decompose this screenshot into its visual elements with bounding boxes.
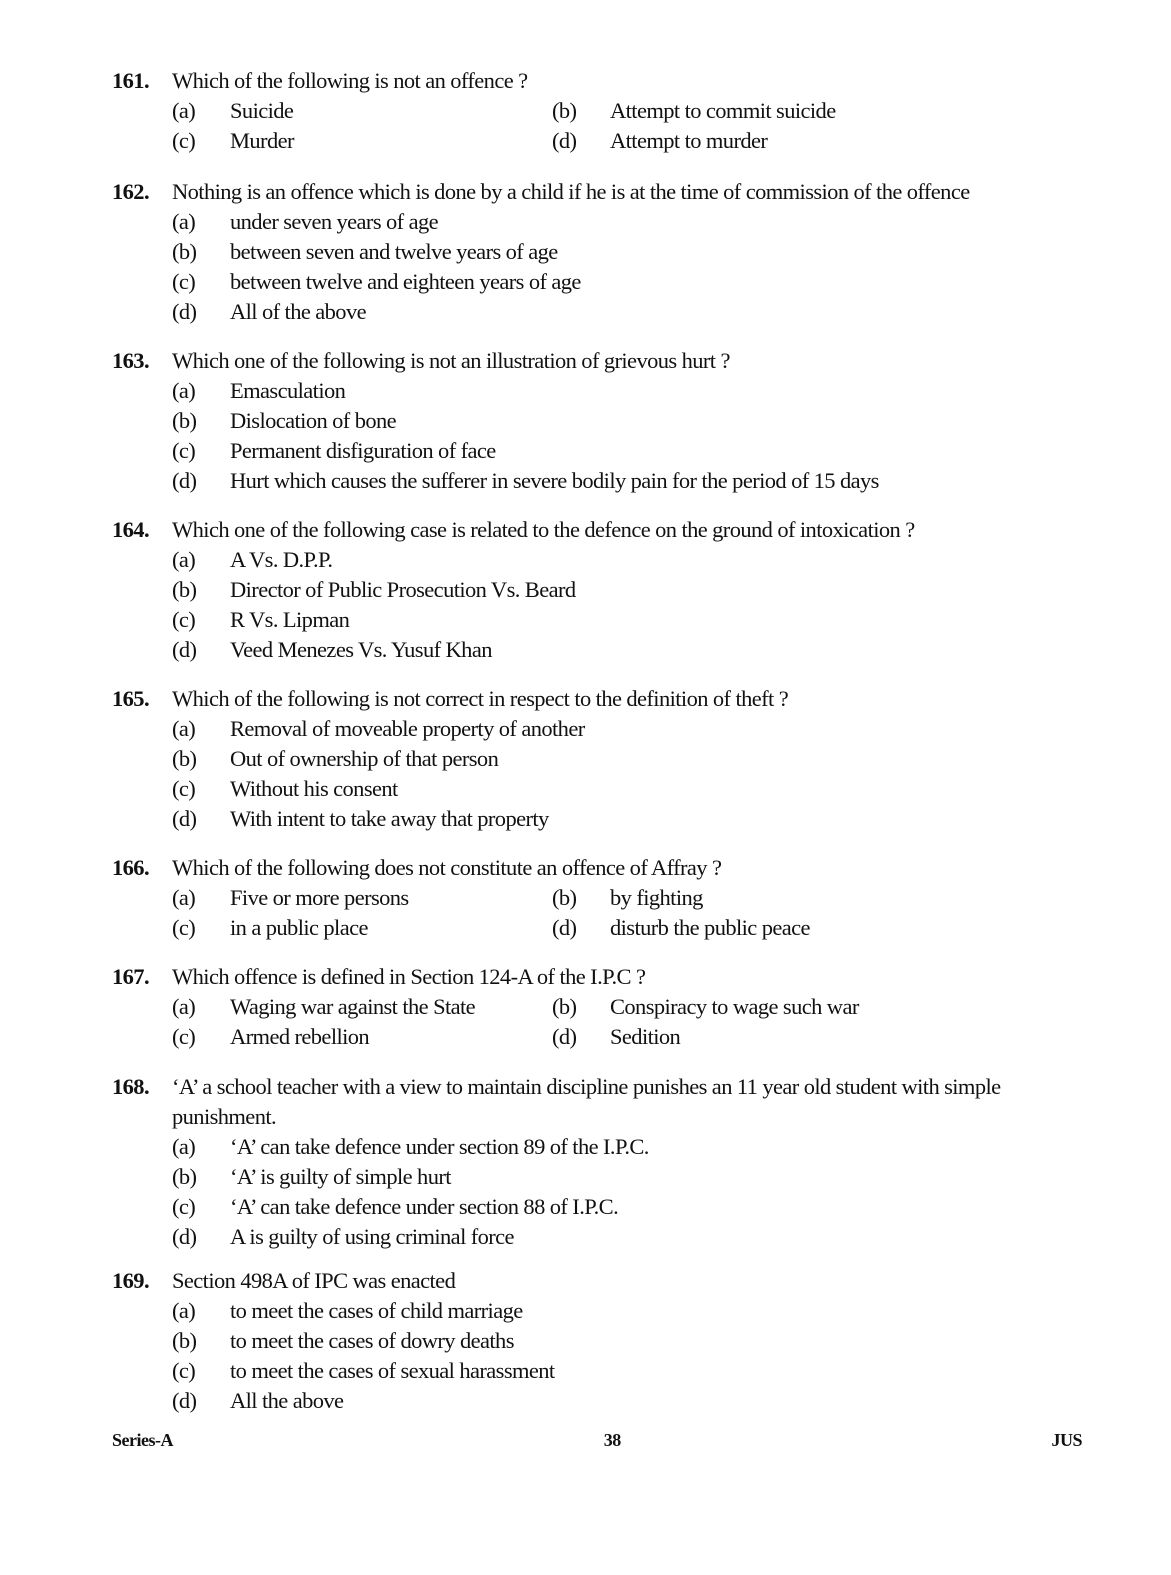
option-label: (d) [552, 1024, 577, 1049]
question-169 [112, 1266, 1092, 1416]
option-b [172, 744, 1092, 774]
question-number: 166. [112, 855, 149, 880]
option-text: Director of Public Prosecution Vs. Beard [230, 577, 576, 602]
option-text: Armed rebellion [230, 1024, 370, 1049]
option-a [172, 376, 1092, 406]
option-label: (d) [172, 637, 197, 662]
option-text: Suicide [230, 98, 294, 123]
question-number: 167. [112, 964, 149, 989]
question-163 [112, 346, 1092, 496]
option-d [172, 466, 1092, 496]
option-label: (b) [172, 1164, 197, 1189]
option-text: Murder [230, 128, 294, 153]
option-label: (d) [552, 915, 577, 940]
option-text: in a public place [230, 915, 368, 940]
option-d [552, 913, 972, 943]
question-text: Nothing is an offence which is done by a child if he is at the time of commission of the offence [172, 179, 970, 204]
option-text: ‘A’ is guilty of simple hurt [230, 1164, 451, 1189]
option-label: (b) [172, 746, 197, 771]
option-text: Veed Menezes Vs. Yusuf Khan [230, 637, 492, 662]
option-label: (c) [172, 776, 196, 801]
option-c [172, 1022, 552, 1052]
option-text: Without his consent [230, 776, 398, 801]
option-text: All of the above [230, 299, 366, 324]
option-label: (d) [552, 128, 577, 153]
option-text: A is guilty of using criminal force [230, 1224, 514, 1249]
option-text: by fighting [610, 885, 703, 910]
paper-code: JUS [1051, 1430, 1082, 1450]
option-b [172, 237, 1092, 267]
option-b [172, 575, 1092, 605]
option-text: to meet the cases of sexual harassment [230, 1358, 555, 1383]
option-label: (b) [172, 408, 197, 433]
option-label: (a) [172, 716, 196, 741]
option-c [172, 774, 1092, 804]
question-162 [112, 177, 1092, 327]
option-label: (d) [172, 806, 197, 831]
page-footer [112, 1430, 1082, 1451]
option-text: Five or more persons [230, 885, 409, 910]
option-label: (a) [172, 1298, 196, 1323]
option-label: (a) [172, 885, 196, 910]
option-text: ‘A’ can take defence under section 89 of the I.P.C. [230, 1134, 649, 1159]
question-168 [112, 1072, 1092, 1252]
option-c [172, 1192, 1092, 1222]
option-text: Attempt to murder [610, 128, 768, 153]
option-label: (c) [172, 1194, 196, 1219]
option-label: (b) [172, 1328, 197, 1353]
option-c [172, 436, 1092, 466]
option-d [172, 1386, 1092, 1416]
question-161 [112, 66, 1092, 156]
option-c [172, 605, 1092, 635]
question-number: 164. [112, 517, 149, 542]
option-label: (a) [172, 98, 196, 123]
option-label: (c) [172, 1024, 196, 1049]
option-text: Sedition [610, 1024, 681, 1049]
option-c [172, 1356, 1092, 1386]
option-label: (b) [552, 885, 577, 910]
option-label: (d) [172, 1224, 197, 1249]
option-label: (a) [172, 378, 196, 403]
option-text: R Vs. Lipman [230, 607, 350, 632]
option-label: (b) [552, 994, 577, 1019]
question-number: 163. [112, 348, 149, 373]
option-d [552, 126, 972, 156]
option-a [172, 883, 552, 913]
option-text: Permanent disfiguration of face [230, 438, 496, 463]
option-label: (b) [172, 577, 197, 602]
question-text: Which of the following does not constitute an offence of Affray ? [172, 855, 722, 880]
question-number: 165. [112, 686, 149, 711]
option-text: Removal of moveable property of another [230, 716, 585, 741]
question-number: 162. [112, 179, 149, 204]
option-a [172, 207, 1092, 237]
option-text: ‘A’ can take defence under section 88 of I.P.C. [230, 1194, 619, 1219]
option-text: Attempt to commit suicide [610, 98, 836, 123]
option-text: With intent to take away that property [230, 806, 549, 831]
option-d [172, 804, 1092, 834]
option-label: (c) [172, 915, 196, 940]
question-text: Which of the following is not correct in respect to the definition of theft ? [172, 686, 789, 711]
option-label: (d) [172, 1388, 197, 1413]
option-d [172, 297, 1092, 327]
question-166 [112, 853, 1092, 943]
option-a [172, 1296, 1092, 1326]
option-label: (c) [172, 128, 196, 153]
option-a [172, 992, 552, 1022]
option-label: (a) [172, 994, 196, 1019]
question-number: 161. [112, 68, 149, 93]
option-label: (b) [172, 239, 197, 264]
option-c [172, 913, 552, 943]
option-text: Dislocation of bone [230, 408, 397, 433]
option-label: (a) [172, 209, 196, 234]
option-b [552, 883, 972, 913]
option-text: disturb the public peace [610, 915, 810, 940]
option-d [172, 635, 1092, 665]
option-text: between seven and twelve years of age [230, 239, 558, 264]
option-b [172, 1326, 1092, 1356]
option-text: Hurt which causes the sufferer in severe bodily pain for the period of 15 days [230, 468, 879, 493]
option-label: (d) [172, 299, 197, 324]
option-label: (a) [172, 547, 196, 572]
option-text: Conspiracy to wage such war [610, 994, 859, 1019]
question-text: ‘A’ a school teacher with a view to maintain discipline punishes an 11 year old student with simple punishment. [172, 1074, 1001, 1129]
option-b [172, 406, 1092, 436]
question-number: 168. [112, 1074, 149, 1099]
option-text: between twelve and eighteen years of age [230, 269, 581, 294]
page-number: 38 [603, 1430, 621, 1450]
option-text: Waging war against the State [230, 994, 476, 1019]
option-a [172, 714, 1092, 744]
option-label: (c) [172, 1358, 196, 1383]
option-b [552, 992, 972, 1022]
option-a [172, 545, 1092, 575]
option-c [172, 267, 1092, 297]
option-text: All the above [230, 1388, 344, 1413]
question-text: Which of the following is not an offence ? [172, 68, 528, 93]
series-label: Series-A [112, 1430, 173, 1450]
option-text: Out of ownership of that person [230, 746, 499, 771]
option-label: (c) [172, 438, 196, 463]
option-label: (c) [172, 607, 196, 632]
option-a [172, 1132, 1092, 1162]
question-text: Which one of the following is not an illustration of grievous hurt ? [172, 348, 730, 373]
option-text: Emasculation [230, 378, 346, 403]
question-number: 169. [112, 1268, 149, 1293]
option-c [172, 126, 552, 156]
question-165 [112, 684, 1092, 834]
option-b [552, 96, 972, 126]
option-label: (b) [552, 98, 577, 123]
question-text: Which offence is defined in Section 124-A of the I.P.C ? [172, 964, 646, 989]
option-label: (d) [172, 468, 197, 493]
option-b [172, 1162, 1092, 1192]
option-text: to meet the cases of child marriage [230, 1298, 523, 1323]
question-164 [112, 515, 1092, 665]
option-text: to meet the cases of dowry deaths [230, 1328, 514, 1353]
question-text: Which one of the following case is related to the defence on the ground of intoxication ? [172, 517, 915, 542]
question-167 [112, 962, 1092, 1052]
option-d [172, 1222, 1092, 1252]
question-text: Section 498A of IPC was enacted [172, 1268, 456, 1293]
option-d [552, 1022, 972, 1052]
option-label: (a) [172, 1134, 196, 1159]
option-label: (c) [172, 269, 196, 294]
option-text: A Vs. D.P.P. [230, 547, 333, 572]
option-a [172, 96, 552, 126]
option-text: under seven years of age [230, 209, 438, 234]
